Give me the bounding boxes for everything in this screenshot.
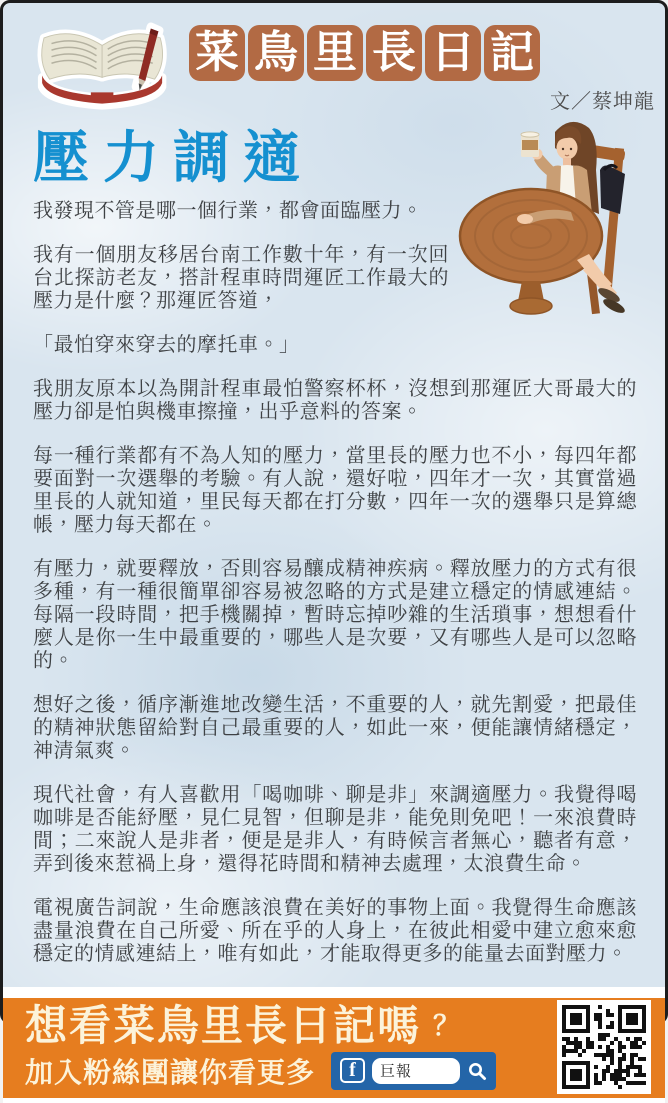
title-tile: 里 (307, 25, 363, 81)
title-tile: 菜 (189, 25, 245, 81)
paragraph: 每一種行業都有不為人知的壓力，當里長的壓力也不小，每四年都要面對一次選舉的考驗。有人說，還好啦，四年才一次，其實當過里長的人就知道，里民每天都在打分數，四年一次的選舉只是算總帳，壓力每天都在。 (33, 445, 637, 537)
paragraph: 電視廣告詞說，生命應該浪費在美好的事物上面。我覺得生命應該盡量浪費在自己所愛、所在乎的人身上，在彼此相愛中建立愈來愈穩定的情感連結上，唯有如此，才能取得更多的能量去面對壓力。 (33, 897, 637, 966)
title-tile: 日 (425, 25, 481, 81)
paragraph: 現代社會，有人喜歡用「喝咖啡、聊是非」來調適壓力。我覺得喝咖啡是否能紓壓，見仁見智，但聊是非，能免則免吧！一來浪費時間；二來說人是非者，便是是非人，有時候言者無心，聽者有意，弄到後來惹禍上身，還得花時間和精神去處理，太浪費生命。 (33, 784, 637, 876)
footer-headline: 想看菜鳥里長日記嗎 (25, 1001, 422, 1049)
footer (3, 987, 665, 1103)
open-book-pen-icon (29, 21, 179, 118)
paragraph: 想好之後，循序漸進地改變生活，不重要的人，就先割愛，把最佳的精神狀態留給對自己最重要的人，如此一來，便能讓情緒穩定，神清氣爽。 (33, 694, 637, 763)
title-tile: 鳥 (248, 25, 304, 81)
footer-banner (3, 998, 665, 1098)
woman-at-cafe-illustration (459, 118, 637, 316)
facebook-icon: f (340, 1058, 365, 1083)
column-title (189, 25, 540, 81)
facebook-search-widget[interactable] (331, 1052, 496, 1090)
title-tile: 長 (366, 25, 422, 81)
title-tile: 記 (484, 25, 540, 81)
facebook-search-input[interactable]: 巨報 (372, 1058, 460, 1084)
question-mark: ？ (433, 1011, 461, 1042)
header (3, 3, 665, 118)
qr-code (557, 1000, 651, 1094)
footer-cta: 加入粉絲團讓你看更多 (25, 1056, 316, 1088)
paragraph: 我有一個朋友移居台南工作數十年，有一次回台北探訪老友，搭計程車時問運匠工作最大的壓力是什麼？那運匠答道， (33, 244, 449, 313)
paragraph: 我發現不管是哪一個行業，都會面臨壓力。 (33, 200, 423, 223)
paragraph: 「最怕穿來穿去的摩托車。」 (33, 334, 300, 357)
paragraph: 有壓力，就要釋放，否則容易釀成精神疾病。釋放壓力的方式有很多種，有一種很簡單卻容易被忽略的方式是建立穩定的情感連結。每隔一段時間，把手機關掉，暫時忘掉吵雜的生活瑣事，想想看什麼人是你一生中最重要的，哪些人是次要，又有哪些人是可以忽略的。 (33, 558, 637, 673)
article-title: 壓力調適 (33, 125, 313, 191)
paragraph: 我朋友原本以為開計程車最怕警察杯杯，沒想到那運匠大哥最大的壓力卻是怕與機車擦撞，出乎意料的答案。 (33, 378, 637, 424)
search-icon[interactable] (467, 1061, 487, 1081)
author-credit: 文／蔡坤龍 (550, 91, 655, 113)
article (3, 118, 665, 987)
